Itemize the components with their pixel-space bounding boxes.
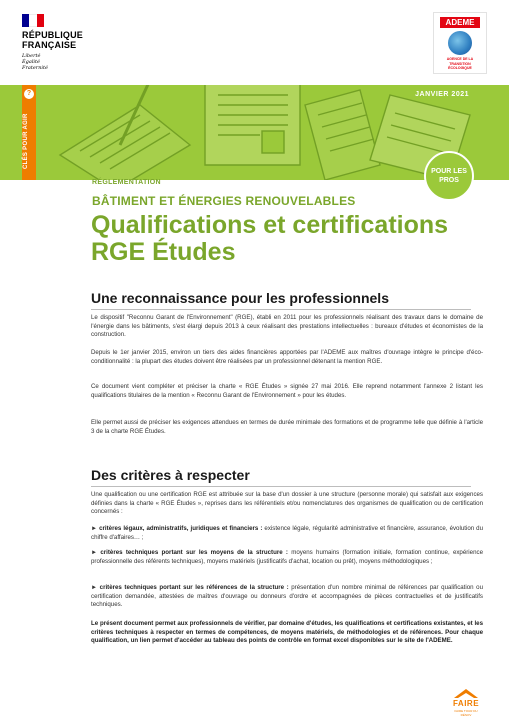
pour-les-pros-badge xyxy=(424,151,474,201)
conclusion-paragraph: Le présent document permet aux professionnels de vérifier, par domaine d'études, les qualifications et certifications existantes, et les critères techniques à respecter en termes de compétences, de moyens matériels, de méthodologies et de références. Pour chaque qualification, un lien permet d'accéder au tableau des points de contrôle en format excel disponibles sur le site de l'ADEME. xyxy=(91,620,483,645)
ademe-name: ADEME xyxy=(440,17,480,28)
side-tab xyxy=(22,85,36,180)
paragraph-1: Le dispositif "Reconnu Garant de l'Environnement" (RGE), établi en 2011 pour les professionnels réalisant des travaux dans le domaine de l'énergie dans les bâtiments, s'est élargi depuis 2013 à ceux réalisant des prestations intellectuelles : bureaux d'études et économistes de la construction. xyxy=(91,314,483,339)
criteria-item xyxy=(91,525,483,542)
faire-logo-sub: FAIRE TOUR DU RÉNOV xyxy=(454,709,478,717)
paragraph-3: Ce document vient compléter et préciser la charte « RGE Études » signée 27 mai 2016. Elle reprend notamment l'annexe 2 listant les qualifications titulaires de la mention « Reconnu Garant de l'Environnement » pour les études. xyxy=(91,383,483,399)
section-divider xyxy=(91,309,471,310)
bullet-icon: ► xyxy=(91,525,98,532)
side-tab-label: CLÉS POUR AGIR xyxy=(23,113,29,169)
section-heading-reconnaissance: Une reconnaissance pour les professionnels xyxy=(91,290,389,306)
criteria-item xyxy=(91,584,483,610)
criteria-item-lead: critères légaux, administratifs, juridiques et financiers : xyxy=(99,525,263,532)
faire-logo xyxy=(449,689,483,717)
criteria-item-text: moyens humains (formation initiale, formation continue, expérience professionnelle des référents techniques), moyens matériels (justificatifs d'achat, location ou prêt), moyens méthodologiques ; xyxy=(91,549,483,565)
badge-label: POUR LES PROS xyxy=(431,168,467,184)
criteria-intro: Une qualification ou une certification RGE est attribuée sur la base d'un dossier à une structure (personne morale) qui satisfait aux exigences définies dans la charte « RGE Études », reprises dans les référentiels et/ou nomenclatures des organismes de qualification ou de certification concernés : xyxy=(91,491,483,516)
criteria-item-text: existence légale, régularité administrative et financière, assurance, évolution du chiffre d'affaires… ; xyxy=(91,525,483,541)
section-heading-criteres: Des critères à respecter xyxy=(91,467,250,483)
house-roof-inner xyxy=(458,693,474,698)
republique-francaise-logo xyxy=(22,14,112,71)
publication-date: JANVIER 2021 xyxy=(415,91,469,98)
criteria-item-lead: critères techniques portant sur les moyens de la structure : xyxy=(100,549,288,556)
bullet-icon: ► xyxy=(91,549,98,556)
faire-logo-word: FAIRE xyxy=(452,699,480,708)
ademe-globe-icon xyxy=(448,31,472,55)
document-title: Qualifications et certifications RGE Études xyxy=(91,211,449,266)
criteria-item-lead: critères techniques portant sur les références de la structure : xyxy=(99,584,289,591)
paragraph-4: Elle permet aussi de préciser les exigences attendues en termes de durée minimale des formations et de programme telle que définie à l'article 3 de la charte RGE Études. xyxy=(91,419,483,435)
document-subtitle: BÂTIMENT ET ÉNERGIES RENOUVELABLES xyxy=(92,194,356,208)
section-divider xyxy=(91,486,471,487)
category-label: RÉGLEMENTATION xyxy=(92,179,161,186)
ademe-logo xyxy=(433,12,487,74)
criteria-item xyxy=(91,549,483,566)
side-tab-number: ? xyxy=(24,89,34,99)
bullet-icon: ► xyxy=(91,584,98,591)
republique-motto: Liberté Égalité Fraternité xyxy=(22,53,48,71)
paragraph-2: Depuis le 1er janvier 2015, environ un tiers des aides financières apportées par l'ADEME aux maîtres d'ouvrage intègre le principe d'éco-conditionnalité : la plupart des études doivent être réalisées par un professionnel détenant la mention RGE. xyxy=(91,349,483,365)
republique-label: RÉPUBLIQUE FRANÇAISE xyxy=(22,30,84,50)
french-flag-icon xyxy=(22,14,44,27)
ademe-tagline: AGENCE DE LA TRANSITION ÉCOLOGIQUE xyxy=(446,57,474,70)
criteria-item-text: présentation d'un nombre minimal de références par qualification ou certification demandée, attestées de maîtres d'ouvrage ou donneurs d'ordre et accompagnées de pièces contractuelles et de justificatifs techniques. xyxy=(91,584,483,609)
